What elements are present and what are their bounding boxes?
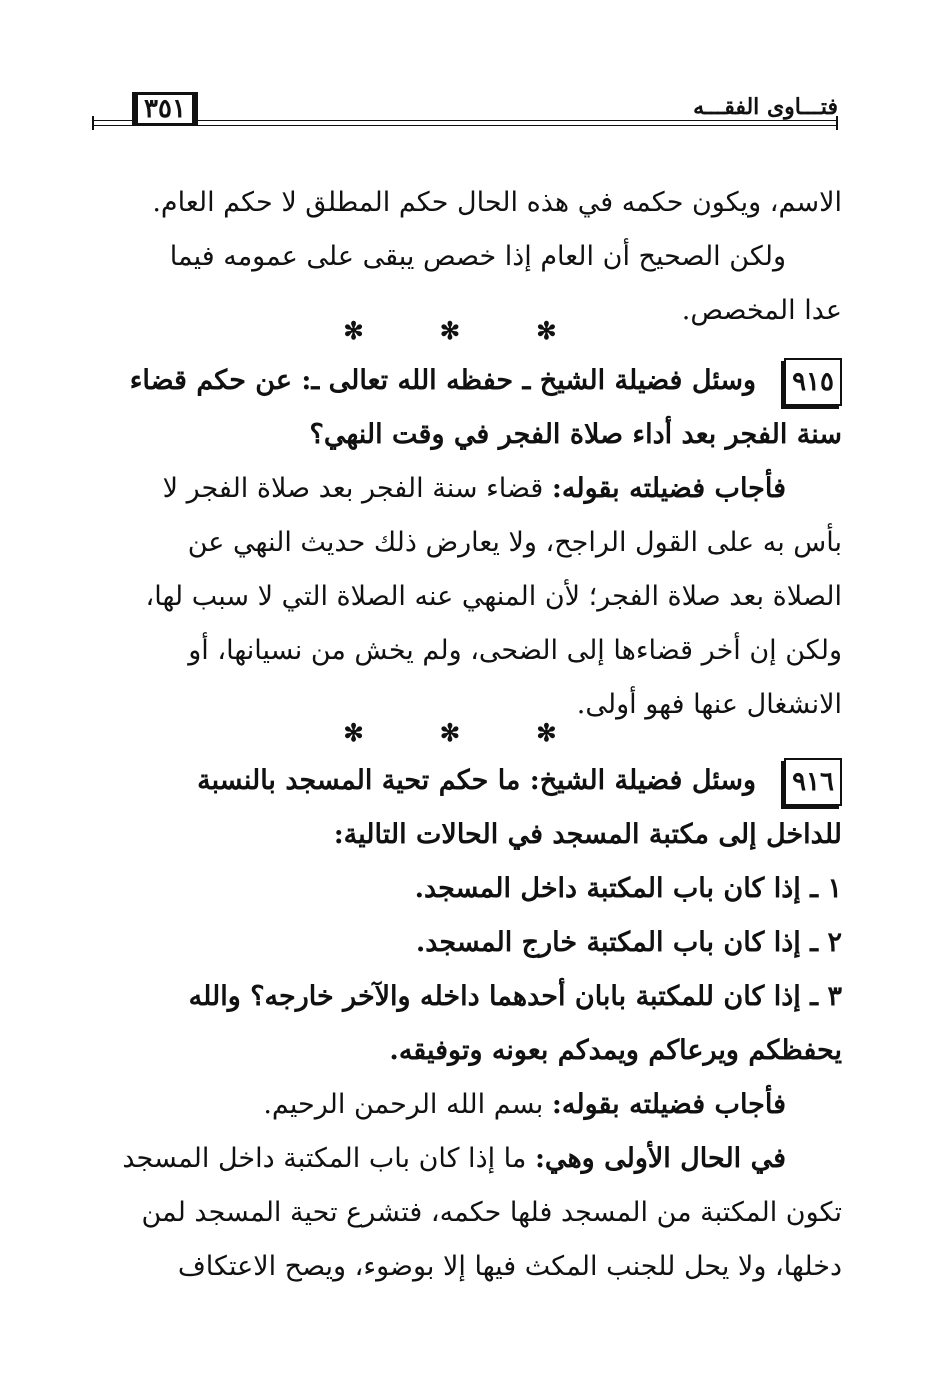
book-title: فتـــاوى الفقـــه [693, 94, 838, 120]
question-916 [86, 754, 842, 1294]
case-item: ٢ ـ إذا كان باب المكتبة خارج المسجد. [415, 927, 842, 958]
question-line [86, 754, 842, 808]
header-rule-end-right [836, 116, 838, 130]
opening-text [86, 176, 842, 338]
question-line: سنة الفجر بعد أداء صلاة الفجر في وقت النهي؟ [309, 419, 842, 450]
header-rule-end-left [92, 116, 94, 130]
answer-lead: فأجاب فضيلته بقوله: [551, 473, 786, 504]
question-text: وسئل فضيلة الشيخ: ما حكم تحية المسجد بالنسبة [197, 765, 757, 796]
text-line: ولكن الصحيح أن العام إذا خصص يبقى على عمومه فيما [169, 241, 786, 272]
answer-text: قضاء سنة الفجر بعد صلاة الفجر لا [162, 473, 544, 504]
answer-line: الانشغال عنها فهو أولى. [576, 689, 842, 720]
question-number-box: ٩١٦ [784, 758, 842, 806]
question-line [86, 354, 842, 408]
answer-line: دخلها، ولا يحل للجنب المكث فيها إلا بوضوء، ويصح الاعتكاف [177, 1251, 842, 1282]
answer-line [86, 462, 842, 516]
section-separator: ✻ ✻ ✻ [343, 316, 591, 345]
question-915 [86, 354, 842, 732]
case-item: يحفظكم ويرعاكم ويمدكم بعونه وتوفيقه. [389, 1035, 842, 1066]
header-rule-top [92, 120, 838, 121]
page-header [92, 92, 838, 138]
answer-line [86, 1132, 842, 1186]
answer-text: ما إذا كان باب المكتبة داخل المسجد [122, 1143, 527, 1174]
header-rule-bottom [92, 125, 838, 126]
question-text: وسئل فضيلة الشيخ ـ حفظه الله تعالى ـ: عن حكم قضاء [129, 365, 757, 396]
question-line: للداخل إلى مكتبة المسجد في الحالات التالية: [333, 819, 842, 850]
case-item: ١ ـ إذا كان باب المكتبة داخل المسجد. [414, 873, 842, 904]
case-item: ٣ ـ إذا كان للمكتبة بابان أحدهما داخله والآخر خارجه؟ والله [188, 981, 842, 1012]
state-lead: في الحال الأولى وهي: [534, 1143, 786, 1174]
answer-line [86, 1078, 842, 1132]
answer-lead: فأجاب فضيلته بقوله: [551, 1089, 786, 1120]
answer-line: تكون المكتبة من المسجد فلها حكمه، فتشرع تحية المسجد لمن [141, 1197, 842, 1228]
page-number: ٣٥١ [132, 92, 198, 126]
answer-line: ولكن إن أخر قضاءها إلى الضحى، ولم يخش من نسيانها، أو [188, 635, 842, 666]
answer-line: بأس به على القول الراجح، ولا يعارض ذلك حديث النهي عن [187, 527, 842, 558]
question-number-box: ٩١٥ [784, 358, 842, 406]
text-line: الاسم، ويكون حكمه في هذه الحال حكم المطلق لا حكم العام. [152, 187, 842, 218]
text-line: عدا المخصص. [681, 295, 842, 326]
section-separator: ✻ ✻ ✻ [343, 718, 591, 747]
answer-basmala: بسم الله الرحمن الرحيم. [263, 1089, 544, 1120]
answer-line: الصلاة بعد صلاة الفجر؛ لأن المنهي عنه الصلاة التي لا سبب لها، [145, 581, 842, 612]
